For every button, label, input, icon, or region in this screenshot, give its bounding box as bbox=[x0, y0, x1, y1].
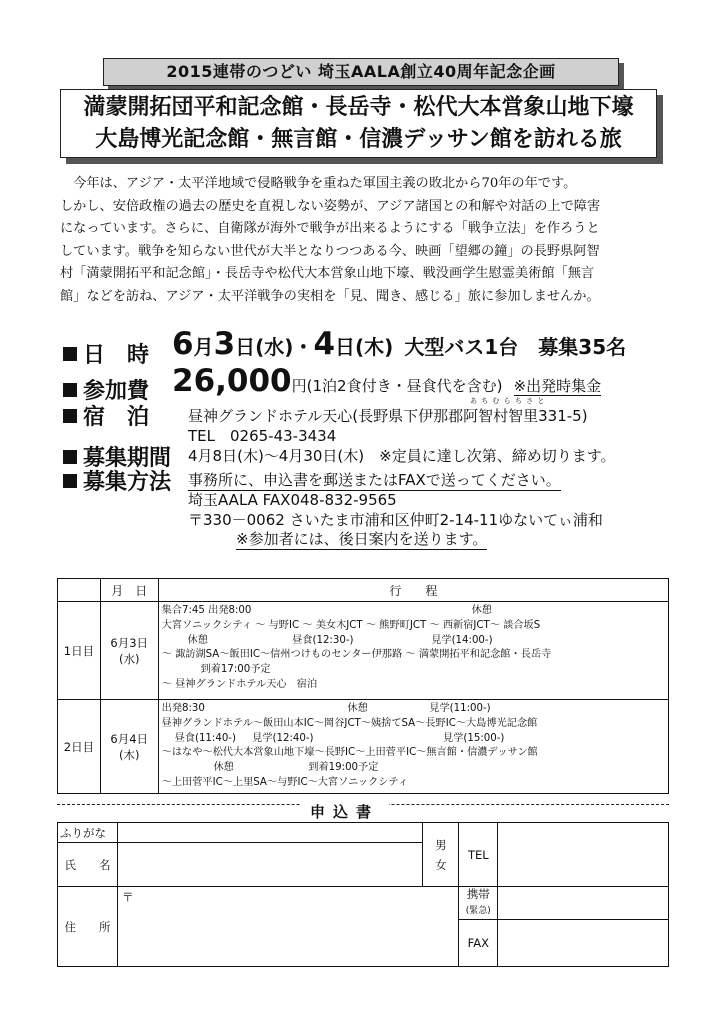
intro-line: になっています。さらに、自衛隊が海外で戦争が出来るようにする「戦争立法」を作ろうと bbox=[60, 221, 600, 236]
tel-field[interactable] bbox=[498, 823, 669, 887]
period-label: 募集期間 bbox=[63, 441, 171, 472]
intro-text bbox=[60, 173, 672, 308]
gender-cell[interactable]: 男 女 bbox=[423, 823, 459, 887]
bullet-square-icon bbox=[63, 347, 77, 361]
method-label: 募集方法 bbox=[63, 465, 171, 496]
address-label: 住 所 bbox=[58, 887, 118, 967]
title-box bbox=[60, 89, 657, 158]
postal-mark: 〒 bbox=[121, 890, 134, 904]
intro-line: 村「満蒙開拓平和記念館」・長岳寺や松代大本営象山地下壕、戦没画学生慰霊美術館「無言 bbox=[60, 266, 595, 281]
tel-label: TEL bbox=[459, 823, 498, 887]
fax-field[interactable] bbox=[498, 920, 669, 967]
method-line-2: 埼玉AALA FAX048-832-9565 bbox=[188, 491, 397, 509]
day-date: 6月3日 (水) bbox=[100, 602, 158, 700]
schedule-header-date: 月 日 bbox=[100, 579, 158, 602]
fee-value: 26,000円(1泊2食付き・昼食代を含む) ※出発時集金 bbox=[172, 363, 602, 399]
intro-line: 館」などを訪ね、アジア・太平洋戦争の実相を「見、聞き、感じる」旅に参加しませんか。 bbox=[60, 288, 600, 304]
title-line-2: 大島博光記念館・無言館・信濃デッサン館を訪れる旅 bbox=[95, 127, 622, 152]
mobile-field[interactable] bbox=[498, 887, 669, 920]
method-line-1: 事務所に、申込書を郵送またはFAXで送ってください。 bbox=[188, 471, 561, 489]
bullet-square-icon bbox=[63, 409, 77, 423]
intro-line: 今年は、アジア・太平洋地域で侵略戦争を重ねた軍国主義の敗北から70年の年です。 bbox=[60, 176, 577, 191]
itinerary-text: 出発8:30 休憩 見学(11:00-) 昼神グランドホテル～飯田山本IC～岡谷JCT～姨捨てSA～長野IC～大島博光記念館 昼食(11:40-) 見学(12:40-) 見学(15:00-) ～はなや～松代大本営象山地下壕～長野IC～上田菅平IC～無言館・信濃デッサン館 休憩 到着19:00予定 ～上田菅平IC～上里SA～与野IC～大宮ソニックシティ bbox=[158, 700, 668, 794]
name-label: 氏 名 bbox=[58, 843, 118, 887]
schedule-header-itinerary: 行 程 bbox=[158, 579, 668, 602]
form-title: 申込書 bbox=[300, 801, 389, 822]
mobile-label: 携帯 (緊急) bbox=[459, 887, 498, 920]
lodging-ruby: あ ち む ら ち さ と bbox=[470, 397, 546, 405]
schedule-table bbox=[57, 578, 669, 794]
period-value: 4月8日(木)～4月30日(木) ※定員に達し次第、締め切ります。 bbox=[188, 447, 616, 465]
table-row bbox=[58, 700, 669, 794]
application-form bbox=[57, 822, 669, 967]
day-label: 1日目 bbox=[58, 602, 101, 700]
furigana-label: ふりがな bbox=[58, 823, 118, 843]
day-date: 6月4日 (木) bbox=[100, 700, 158, 794]
itinerary-text: 集合7:45 出発8:00 休憩 大宮ソニックシティ ～ 与野IC ～ 美女木JCT ～ 熊野町JCT ～ 西新宿JCT～ 談合坂S 休憩 昼食(12:30-) 見学(14:00-) ～ 諏訪湖SA～飯田IC～信州つけものセンター伊那路 ～ 満蒙開拓平和記念館・長岳寺 到着17:00予定 ～ 昼神グランドホテル天心 宿泊 bbox=[158, 602, 668, 700]
bullet-square-icon bbox=[63, 474, 77, 488]
lodging-label: 宿 泊 bbox=[63, 400, 149, 431]
day-label: 2日目 bbox=[58, 700, 101, 794]
fax-label: FAX bbox=[459, 920, 498, 967]
table-row bbox=[58, 602, 669, 700]
address-field[interactable] bbox=[117, 887, 458, 967]
bullet-square-icon bbox=[63, 450, 77, 464]
name-field[interactable] bbox=[117, 843, 422, 887]
schedule-header-blank bbox=[58, 579, 101, 602]
date-value: 6月3日(水)・4日(木) 大型バス1台 募集35名 bbox=[172, 326, 627, 362]
fee-label: 参加費 bbox=[63, 374, 149, 405]
date-label: 日 時 bbox=[63, 338, 149, 369]
bullet-square-icon bbox=[63, 383, 77, 397]
method-line-4: ※参加者には、後日案内を送ります。 bbox=[236, 530, 488, 548]
lodging-name: 昼神グランドホテル天心(長野県下伊那郡阿智村智里331-5) bbox=[188, 407, 588, 425]
title-line-1: 満蒙開拓団平和記念館・長岳寺・松代大本営象山地下壕 bbox=[83, 95, 634, 120]
intro-line: しかし、安倍政権の過去の歴史を直視しない姿勢が、アジア諸国との和解や対話の上で障害 bbox=[60, 198, 601, 214]
banner: 2015連帯のつどい 埼玉AALA創立40周年記念企画 bbox=[103, 58, 619, 86]
method-line-3: 〒330－0062 さいたま市浦和区仲町2-14-11ゆないてぃ浦和 bbox=[188, 511, 603, 529]
lodging-tel: TEL 0265-43-3434 bbox=[188, 427, 337, 445]
intro-line: しています。戦争を知らない世代が大半となりつつある今、映画「望郷の鐘」の長野県阿智 bbox=[60, 243, 600, 259]
furigana-field[interactable] bbox=[117, 823, 422, 843]
